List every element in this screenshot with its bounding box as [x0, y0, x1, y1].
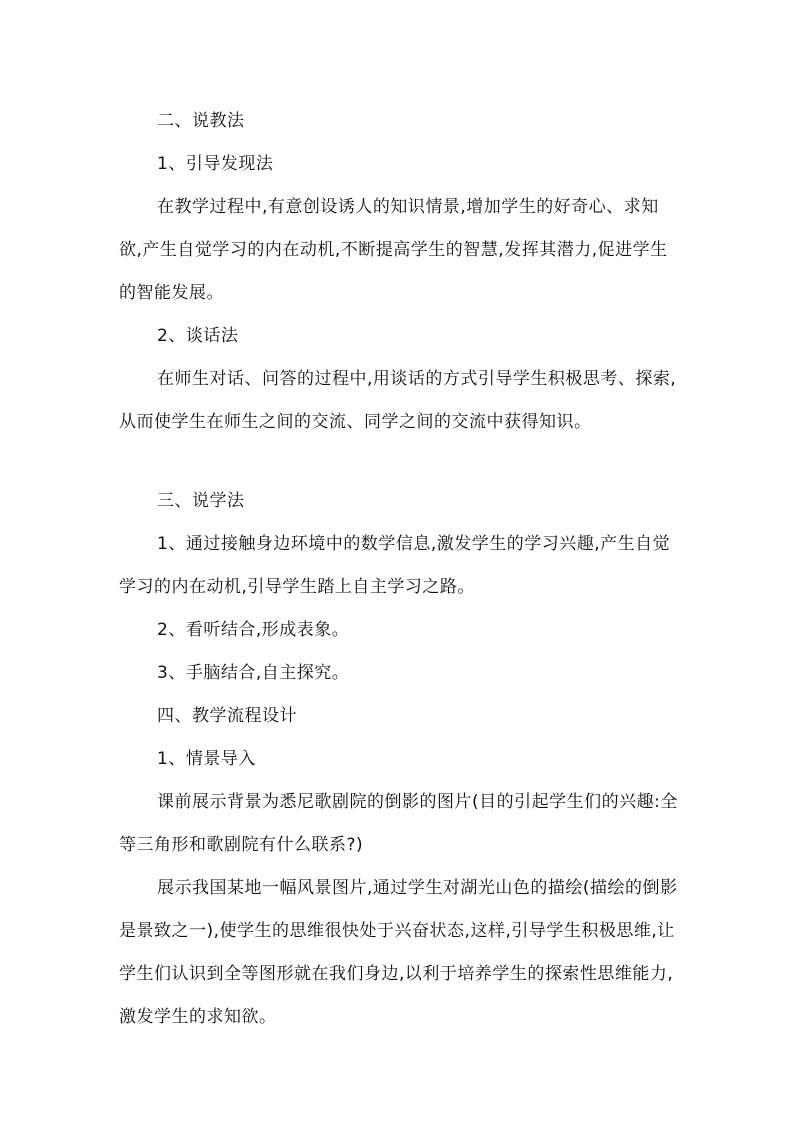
section-heading-teaching-flow: 四、教学流程设计 [157, 706, 297, 726]
learning-method-line-2: 2、看听结合,形成表象。 [157, 620, 350, 640]
document-content [119, 100, 679, 1039]
item-title-guided-discovery: 1、引导发现法 [157, 154, 274, 174]
paragraph-scene-introduction-2: 展示我国某地一幅风景图片,通过学生对湖光山色的描绘(描绘的倒影是景致之一),使学生的思维很快处于兴奋状态,这样,引导学生积极思维,让学生们认识到全等图形就在我们身边,以利于培养学生的探索性思维能力,激发学生的求知欲。 [119, 878, 678, 1027]
paragraph-scene-introduction-1: 课前展示背景为悉尼歌剧院的倒影的图片(目的引起学生们的兴趣:全等三角形和歌剧院有什么联系?) [119, 792, 678, 855]
section-heading-teaching-method: 二、说教法 [157, 111, 245, 131]
learning-method-line-3: 3、手脑结合,自主探究。 [157, 663, 350, 683]
paragraph-conversation-method: 在师生对话、问答的过程中,用谈话的方式引导学生积极思考、探索,从而使学生在师生之间的交流、同学之间的交流中获得知识。 [119, 369, 677, 432]
item-title-conversation-method: 2、谈话法 [157, 326, 239, 346]
item-title-scene-introduction: 1、情景导入 [157, 749, 256, 769]
section-spacer [119, 444, 679, 480]
paragraph-guided-discovery: 在教学过程中,有意创设诱人的知识情景,增加学生的好奇心、求知欲,产生自觉学习的内在动机,不断提高学生的智慧,发挥其潜力,促进学生的智能发展。 [119, 197, 668, 303]
learning-method-line-1: 1、通过接触身边环境中的数学信息,激发学生的学习兴趣,产生自觉学习的内在动机,引导学生踏上自主学习之路。 [119, 534, 671, 597]
section-heading-learning-method: 三、说学法 [157, 491, 245, 511]
